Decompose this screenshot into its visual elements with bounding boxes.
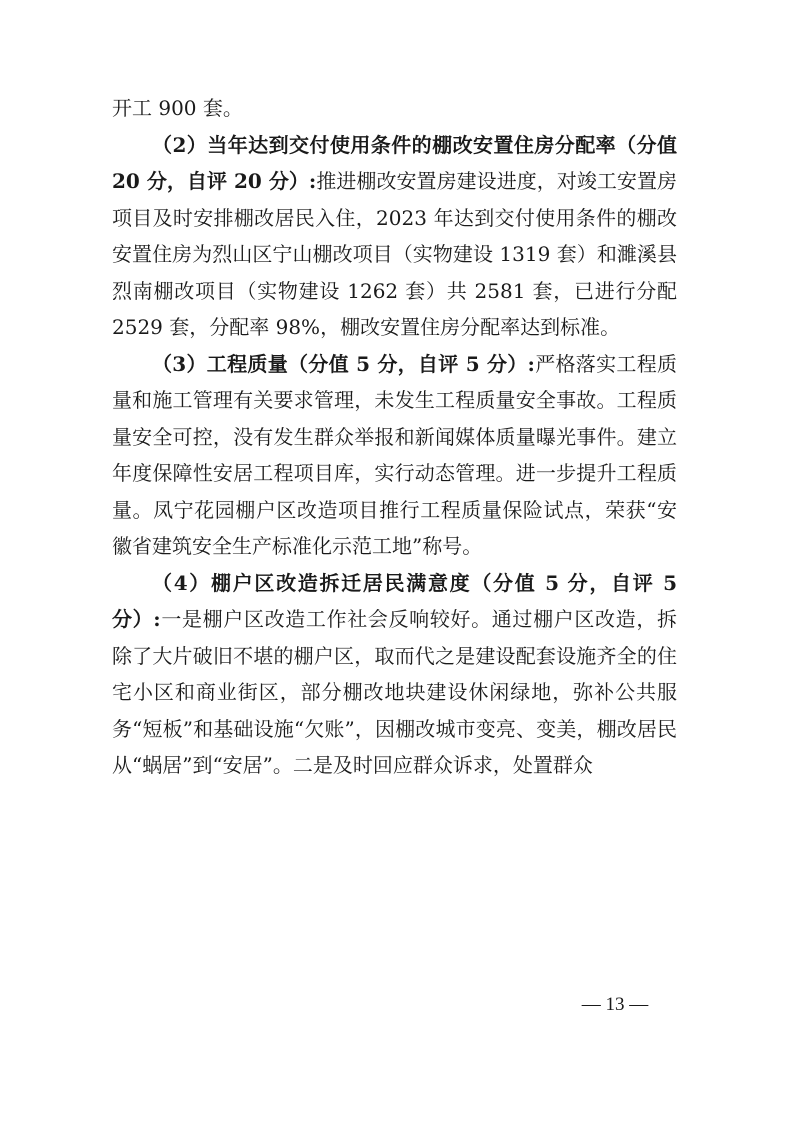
section-4-body: 一是棚户区改造工作社会反响较好。通过棚户区改造，拆除了大片破旧不堪的棚户区，取而代之是建设配套设施齐全的住宅小区和商业街区，部分棚改地块建设休闲绿地，弥补公共服务“短板”和基础设施“欠账”，因棚改城市变亮、变美，棚改居民从“蜗居”到“安居”。二是及时回应群众诉求，处置群众 <box>112 607 677 777</box>
page-number: — 13 — <box>581 994 649 1015</box>
section-2-heading: （2）当年达到交付使用条件的棚改安置住房分配率（分值 20 分，自评 20 分）: <box>112 132 677 193</box>
section-4-paragraph <box>112 565 677 784</box>
section-3-heading: （3）工程质量（分值 5 分，自评 5 分）: <box>152 351 535 376</box>
section-2-paragraph <box>112 127 677 346</box>
section-3-paragraph <box>112 346 677 565</box>
section-3-body: 严格落实工程质量和施工管理有关要求管理，未发生工程质量安全事故。工程质量安全可控，没有发生群众举报和新闻媒体质量曝光事件。建立年度保障性安居工程项目库，实行动态管理。进一步提升工程质量。凤宁花园棚户区改造项目推行工程质量保险试点，荣获“安徽省建筑安全生产标准化示范工地”称号。 <box>112 351 677 558</box>
section-2-body: 推进棚改安置房建设进度，对竣工安置房项目及时安排棚改居民入住，2023 年达到交付使用条件的棚改安置住房为烈山区宁山棚改项目（实物建设 1319 套）和濉溪县烈南棚改项目（实物建设 1262 套）共 2581 套，已进行分配 2529 套，分配率 98%，棚改安置住房分配率达到标准。 <box>112 169 678 339</box>
document-body <box>112 90 677 784</box>
paragraph-continuation: 开工 900 套。 <box>112 96 243 120</box>
section-4-heading: （4）棚户区改造拆迁居民满意度（分值 5 分，自评 5 分）: <box>112 570 677 631</box>
